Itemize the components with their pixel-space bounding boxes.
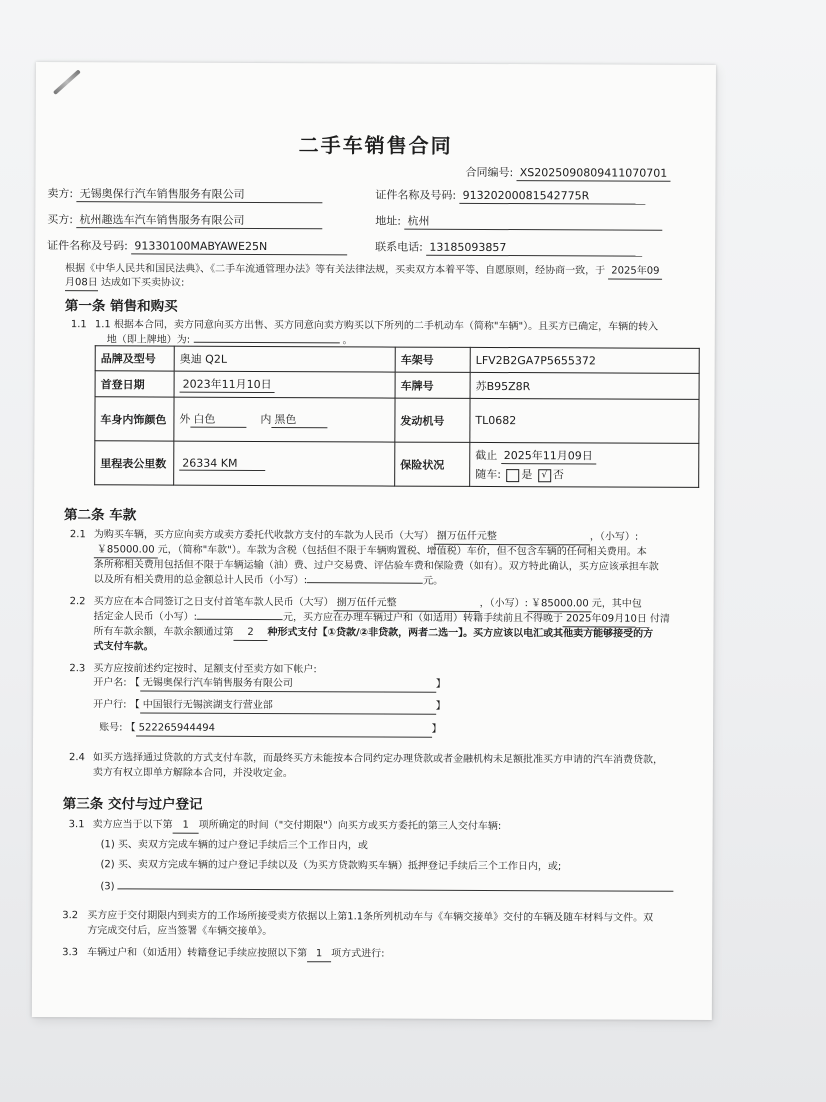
clause-2-4-number: 2.4 — [68, 752, 85, 764]
bracket-close: 】 — [431, 723, 442, 735]
buyer-phone-row — [375, 240, 642, 256]
option-3-blank — [118, 888, 674, 891]
article-1-heading: 第一条 销售和购买 — [64, 298, 178, 315]
clause-1-1-line-1: 1.1 根据本合同，卖方同意向买方出售、买方同意向卖方购买以下所列的二手机动车（简称"车辆"）。且买方已确定，车辆的转入 — [94, 319, 659, 333]
engine-label: 发动机号 — [395, 398, 470, 442]
insurance-follow — [475, 466, 693, 483]
seller-label: 卖方: — [47, 187, 74, 201]
follow-label: 随车: — [475, 467, 501, 482]
seller-cert-value: 91320200081542775R — [460, 189, 646, 205]
seller-cert-label: 证件名称及号码: — [375, 188, 457, 202]
clause-3-1-option-3 — [100, 880, 673, 897]
clause-1-1-text: 地（即上牌地）为: — [106, 334, 191, 346]
insurance-cell — [470, 442, 699, 487]
clause-3-1-number: 3.1 — [68, 819, 85, 831]
contract-number-label: 合同编号: — [465, 165, 514, 180]
total-amount-blank — [307, 582, 423, 584]
payment-method-choice: 2 — [233, 626, 267, 641]
account-bank-value: 中国银行无锡滨湖支行营业部 — [140, 698, 436, 714]
color-cell — [174, 397, 395, 442]
clause-3-1-option-2: (2) 买、卖双方完成车辆的过户登记手续以及（为买方贷款购买车辆）抵押登记手续后三个工作日内，或; — [100, 859, 562, 873]
clause-3-2-line-2: 方完成交付后，应当签署《车辆交接单》。 — [87, 925, 273, 938]
buyer-phone-value: 13185093857 — [426, 241, 642, 257]
account-number-value: 522265944494 — [136, 721, 432, 737]
account-name-row — [93, 676, 446, 693]
clause-3-2-line-1: 买方应于交付期限内到卖方的工作场所接受卖方依据以上第1.1条所列机动车与《车辆交接单》交付的车辆及随车材料与文件。双 — [87, 910, 654, 924]
clause-2-2-line-4: 式支付车款。 — [93, 641, 154, 653]
vin-label: 车架号 — [395, 347, 470, 372]
transfer-choice: 1 — [307, 947, 331, 962]
buyer-row — [47, 213, 322, 229]
first-registration-label: 首登日期 — [95, 371, 174, 397]
clause-3-2-number: 3.2 — [62, 910, 79, 922]
clause-2-4-line-2: 卖方有权立即单方解除本合同，并没收定金。 — [92, 767, 293, 780]
yes-checkbox[interactable] — [506, 469, 519, 482]
clause-2-1-line-3: 条所称相关费用包括但不限于车辆运输（油）费、过户交易费、评估验车费和保险费（如有）。双方特此确认，买方应该承担车款 — [93, 559, 659, 573]
yes-label: 是 — [521, 468, 533, 482]
interior-prefix: 内 — [260, 412, 272, 427]
no-label: 否 — [552, 468, 564, 482]
clause-3-1-text-a: 卖方应当于以下第 — [92, 819, 173, 831]
clause-2-2-line-3 — [93, 625, 653, 642]
buyer-address-value: 杭州 — [404, 215, 662, 231]
no-checkbox[interactable]: √ — [538, 469, 551, 482]
engine-value: TL0682 — [470, 398, 699, 443]
mileage-cell — [174, 441, 395, 486]
price-amount: ￥85000.00 — [94, 543, 158, 558]
seller-row — [47, 187, 322, 203]
preamble-text: 根据《中华人民共和国民法典》、《二手车流通管理办法》等有关法律法规，买卖双方本着平等、自愿原则，经协商一致，于 — [65, 263, 606, 277]
account-bank-row — [93, 698, 446, 715]
brand-label: 品牌及型号 — [95, 346, 174, 371]
plate-label: 车牌号 — [395, 372, 470, 398]
table-row — [95, 371, 699, 400]
brand-value: 奥迪 Q2L — [174, 346, 395, 372]
clause-2-3-number: 2.3 — [69, 663, 86, 675]
table-row — [95, 346, 699, 374]
first-payment-upper: 捌万伍仟元整 — [334, 596, 480, 612]
seller-name: 无锡奥保行汽车销售服务有限公司 — [77, 187, 323, 203]
contract-page — [32, 62, 716, 1020]
clause-3-3-number: 3.3 — [62, 947, 79, 959]
clause-2-2-text-g: 所有车款余额，车款余额通过第 — [93, 626, 234, 638]
clause-3-3-text-b: 项方式进行: — [331, 948, 385, 960]
seller-cert-row — [375, 188, 645, 204]
clause-2-1-end: 元。 — [423, 575, 444, 587]
bracket-open: 【 — [129, 699, 140, 711]
clause-1-1-end: 。 — [342, 335, 353, 347]
mileage-label: 里程表公里数 — [95, 441, 174, 485]
clause-3-3-text-a: 车辆过户和（如适用）转籍登记手续应按照以下第 — [87, 947, 308, 960]
account-number-label: 账号: — [99, 722, 123, 734]
clause-2-2-text-c: 元，其中包 — [591, 598, 642, 610]
account-name-value: 无锡奥保行汽车销售服务有限公司 — [140, 676, 436, 692]
clause-2-1-text-c: 元，（简称"车款"）。车款为含税（包括但不限于车辆购置税、增值税）车价，但不包含车辆的任何相关费用。本 — [157, 544, 647, 558]
buyer-cert-value: 91330100MABYAWE25N — [131, 239, 347, 255]
preamble-text-2: 达成如下买卖协议: — [100, 277, 185, 289]
clause-2-1-line-4 — [94, 573, 443, 589]
clause-3-1-option-1: (1) 买、卖双方完成车辆的过户登记手续后三个工作日内，或 — [100, 839, 368, 852]
insurance-label: 保险状况 — [395, 442, 470, 486]
first-registration-cell — [174, 371, 395, 398]
account-name-label: 开户名: — [93, 677, 127, 689]
clause-2-3-line-1: 买方应按前述约定按时、足额支付至卖方如下帐户: — [93, 663, 317, 676]
buyer-label: 买方: — [47, 213, 74, 227]
account-bank-label: 开户行: — [93, 699, 127, 711]
plate-value: 苏B95Z8R — [470, 372, 699, 399]
buyer-phone-label: 联系电话: — [375, 240, 423, 254]
exterior-color: 白色 — [190, 411, 246, 428]
clause-2-2-text-d: 括定金人民币（小写）: — [93, 611, 197, 623]
clause-2-2-text-b: ，（小写）: — [479, 597, 529, 610]
table-row — [95, 441, 699, 488]
contract-number — [465, 166, 670, 182]
registration-place-blank — [193, 342, 339, 344]
insurance-prefix: 截止 — [475, 448, 498, 463]
buyer-cert-label: 证件名称及号码: — [47, 239, 128, 253]
balance-due-date: 2025年09月10日 — [563, 612, 650, 627]
buyer-address-label: 地址: — [375, 214, 402, 228]
clause-1-1-number: 1.1 — [70, 319, 87, 331]
option-3-label: (3) — [100, 881, 115, 893]
mileage-value: 26334 KM — [179, 456, 265, 470]
clause-2-2-text-f: 付清 — [649, 613, 670, 625]
account-number-row — [99, 721, 442, 737]
vin-value: LFV2B2GA7P5655372 — [470, 347, 699, 373]
clause-3-1-text-b: 项所确定的时间（"交付期限"）向买方或买方委托的第三人交付车辆: — [198, 819, 502, 833]
preamble-line-2 — [65, 276, 184, 292]
price-upper: 捌万伍仟元整 — [434, 530, 590, 546]
color-label: 车身内饰颜色 — [95, 397, 174, 441]
buyer-cert-row — [47, 239, 347, 255]
bracket-open: 【 — [125, 722, 136, 734]
clause-3-3-line-1 — [87, 946, 384, 962]
buyer-address-row — [375, 214, 662, 230]
clause-2-2-text-a: 买方应在本合同签订之日支付首笔车款人民币（大写） — [93, 596, 334, 609]
contract-title: 二手车销售合同 — [298, 133, 453, 158]
bracket-close: 】 — [435, 678, 446, 690]
interior-color: 黑色 — [271, 411, 327, 428]
exterior-prefix: 外 — [179, 412, 191, 426]
article-2-heading: 第二条 车款 — [63, 507, 137, 524]
bracket-close: 】 — [435, 700, 446, 712]
table-row — [95, 397, 699, 444]
clause-2-2-text-e: 元，买方应在办理车辆过户和（如适用）转籍手续前且不得晚于 — [282, 612, 563, 625]
contract-number-value: XS2025090809411070701 — [517, 166, 671, 182]
clause-2-2-text-h: 种形式支付【①贷款/②非贷款，两者二选一】。买方应该以电汇或其他卖方能够接受的方 — [267, 627, 654, 640]
first-payment-amount: ￥85000.00 — [528, 597, 592, 612]
clause-2-1-text-b: ，（小写）: — [589, 531, 639, 543]
insurance-date: 2025年11月09日 — [501, 447, 596, 464]
clause-2-4-line-1: 如买方选择通过贷款的方式支付车款，而最终买方未能按本合同约定办理贷款或者金融机构未足额批准买方申请的汽车消费贷款， — [92, 752, 663, 766]
deposit-blank — [197, 619, 283, 620]
first-registration-value: 2023年11月10日 — [180, 376, 275, 393]
preamble-date-part1: 2025年09 — [608, 264, 662, 279]
clause-2-1-text-a: 为购买车辆，买方应向卖方或卖方委托代收款方支付的车款为人民币（大写） — [93, 529, 434, 542]
bracket-open: 【 — [129, 677, 140, 689]
article-3-heading: 第三条 交付与过户登记 — [62, 796, 203, 813]
insurance-expiry — [475, 447, 693, 465]
delivery-choice: 1 — [173, 819, 199, 834]
staple-icon — [53, 69, 81, 95]
buyer-name: 杭州趣选车汽车销售服务有限公司 — [76, 213, 322, 229]
clause-2-1-text-d: 以及所有相关费用的总金额总计人民币（小写）: — [93, 574, 308, 587]
clause-2-1-number: 2.1 — [69, 529, 86, 541]
clause-2-2-number: 2.2 — [69, 596, 86, 608]
vehicle-info-table — [94, 345, 700, 488]
clause-3-1-line-1 — [93, 818, 502, 835]
preamble-date-part2: 月08日 — [65, 276, 98, 291]
